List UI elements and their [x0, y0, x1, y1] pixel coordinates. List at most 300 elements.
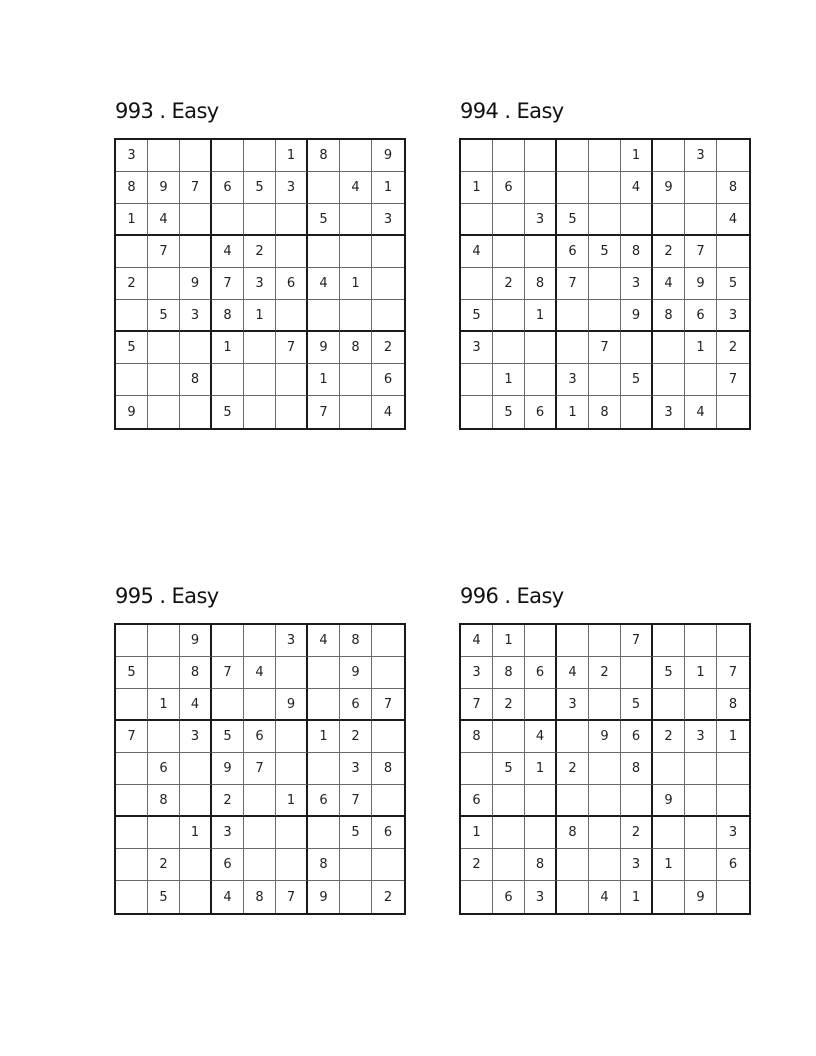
sudoku-cell — [685, 172, 717, 204]
sudoku-cell: 8 — [116, 172, 148, 204]
sudoku-cell: 1 — [116, 204, 148, 236]
sudoku-cell — [589, 300, 621, 332]
sudoku-cell — [148, 140, 180, 172]
sudoku-cell — [685, 849, 717, 881]
sudoku-cell: 5 — [340, 817, 372, 849]
sudoku-cell: 8 — [180, 657, 212, 689]
sudoku-cell: 2 — [653, 236, 685, 268]
sudoku-cell: 9 — [685, 268, 717, 300]
sudoku-cell: 3 — [372, 204, 404, 236]
sudoku-cell: 7 — [276, 332, 308, 364]
sudoku-cell: 2 — [653, 721, 685, 753]
sudoku-cell: 6 — [493, 881, 525, 913]
sudoku-cell: 3 — [461, 657, 493, 689]
sudoku-cell: 2 — [493, 268, 525, 300]
sudoku-cell: 1 — [308, 364, 340, 396]
sudoku-cell: 7 — [308, 396, 340, 428]
sudoku-cell: 4 — [717, 204, 749, 236]
sudoku-cell — [589, 204, 621, 236]
puzzle-995 — [114, 581, 408, 915]
sudoku-cell — [717, 396, 749, 428]
sudoku-cell: 5 — [717, 268, 749, 300]
sudoku-cell: 4 — [308, 268, 340, 300]
sudoku-cell — [621, 332, 653, 364]
sudoku-cell — [116, 849, 148, 881]
sudoku-cell — [244, 849, 276, 881]
sudoku-cell — [557, 881, 589, 913]
sudoku-cell: 8 — [621, 236, 653, 268]
sudoku-cell — [116, 753, 148, 785]
sudoku-cell — [525, 236, 557, 268]
sudoku-cell: 4 — [308, 625, 340, 657]
sudoku-cell: 8 — [340, 625, 372, 657]
sudoku-cell — [372, 268, 404, 300]
puzzle-996 — [459, 581, 753, 915]
sudoku-cell — [461, 881, 493, 913]
sudoku-cell: 2 — [244, 236, 276, 268]
sudoku-cell — [589, 689, 621, 721]
sudoku-cell: 7 — [557, 268, 589, 300]
sudoku-cell — [244, 204, 276, 236]
sudoku-cell: 1 — [308, 721, 340, 753]
sudoku-cell: 9 — [653, 785, 685, 817]
sudoku-cell: 8 — [589, 396, 621, 428]
sudoku-cell: 9 — [148, 172, 180, 204]
sudoku-cell: 7 — [461, 689, 493, 721]
sudoku-cell: 3 — [180, 300, 212, 332]
sudoku-cell — [557, 849, 589, 881]
sudoku-cell: 1 — [372, 172, 404, 204]
sudoku-cell — [180, 204, 212, 236]
sudoku-cell — [685, 785, 717, 817]
sudoku-cell: 3 — [653, 396, 685, 428]
sudoku-cell: 6 — [525, 657, 557, 689]
sudoku-cell: 3 — [557, 364, 589, 396]
sudoku-cell: 2 — [557, 753, 589, 785]
sudoku-grid — [459, 623, 751, 915]
sudoku-cell: 4 — [461, 236, 493, 268]
sudoku-cell — [685, 753, 717, 785]
sudoku-cell: 7 — [685, 236, 717, 268]
sudoku-cell — [308, 817, 340, 849]
sudoku-cell — [685, 817, 717, 849]
sudoku-cell — [276, 657, 308, 689]
sudoku-cell: 8 — [557, 817, 589, 849]
sudoku-cell — [340, 849, 372, 881]
sudoku-cell: 4 — [589, 881, 621, 913]
puzzle-title: 995 . Easy — [115, 584, 219, 608]
sudoku-cell — [461, 140, 493, 172]
sudoku-cell — [589, 817, 621, 849]
sudoku-cell — [244, 140, 276, 172]
sudoku-cell: 7 — [212, 268, 244, 300]
sudoku-cell: 7 — [276, 881, 308, 913]
sudoku-cell — [589, 364, 621, 396]
sudoku-cell: 6 — [212, 172, 244, 204]
sudoku-cell: 8 — [525, 268, 557, 300]
sudoku-cell: 1 — [717, 721, 749, 753]
sudoku-cell: 6 — [621, 721, 653, 753]
sudoku-cell — [589, 785, 621, 817]
sudoku-cell: 8 — [244, 881, 276, 913]
sudoku-cell — [621, 657, 653, 689]
sudoku-cell — [276, 204, 308, 236]
sudoku-grid — [114, 138, 406, 430]
sudoku-cell — [340, 300, 372, 332]
sudoku-cell — [717, 881, 749, 913]
sudoku-cell — [276, 364, 308, 396]
sudoku-cell — [212, 364, 244, 396]
sudoku-cell: 6 — [557, 236, 589, 268]
sudoku-cell — [461, 204, 493, 236]
sudoku-cell — [148, 332, 180, 364]
sudoku-cell — [653, 204, 685, 236]
sudoku-cell: 9 — [685, 881, 717, 913]
sudoku-cell: 2 — [148, 849, 180, 881]
sudoku-cell: 2 — [717, 332, 749, 364]
sudoku-cell — [116, 236, 148, 268]
sudoku-cell: 1 — [212, 332, 244, 364]
sudoku-cell — [116, 817, 148, 849]
sudoku-cell — [116, 364, 148, 396]
sudoku-cell: 8 — [308, 140, 340, 172]
sudoku-cell: 1 — [461, 817, 493, 849]
sudoku-cell — [276, 300, 308, 332]
sudoku-cell: 5 — [212, 396, 244, 428]
sudoku-cell: 4 — [340, 172, 372, 204]
sudoku-cell: 9 — [653, 172, 685, 204]
sudoku-cell — [525, 625, 557, 657]
puzzle-title: 996 . Easy — [460, 584, 564, 608]
sudoku-cell: 7 — [212, 657, 244, 689]
sudoku-cell: 5 — [212, 721, 244, 753]
sudoku-cell: 1 — [148, 689, 180, 721]
sudoku-cell: 5 — [493, 753, 525, 785]
sudoku-cell — [180, 236, 212, 268]
sudoku-cell: 1 — [180, 817, 212, 849]
sudoku-cell — [653, 364, 685, 396]
sudoku-cell — [557, 785, 589, 817]
sudoku-cell: 2 — [461, 849, 493, 881]
sudoku-cell — [493, 236, 525, 268]
sudoku-cell: 6 — [244, 721, 276, 753]
sudoku-cell — [717, 140, 749, 172]
sudoku-cell — [148, 657, 180, 689]
sudoku-cell: 6 — [525, 396, 557, 428]
sudoku-cell: 9 — [116, 396, 148, 428]
sudoku-cell — [525, 140, 557, 172]
sudoku-cell: 9 — [308, 881, 340, 913]
sudoku-cell — [372, 657, 404, 689]
sudoku-cell: 5 — [308, 204, 340, 236]
sudoku-cell: 2 — [383, 889, 393, 905]
sudoku-cell — [116, 689, 148, 721]
sudoku-cell — [461, 364, 493, 396]
sudoku-cell: 3 — [717, 817, 749, 849]
sudoku-cell: 4 — [212, 236, 244, 268]
sudoku-cell — [621, 396, 653, 428]
sudoku-cell: 4 — [525, 721, 557, 753]
sudoku-cell: 9 — [180, 268, 212, 300]
sudoku-cell: 1 — [621, 881, 653, 913]
sudoku-cell: 4 — [557, 657, 589, 689]
sudoku-cell: 9 — [212, 753, 244, 785]
sudoku-cell: 9 — [621, 300, 653, 332]
sudoku-grid — [459, 138, 751, 430]
sudoku-cell: 3 — [340, 753, 372, 785]
sudoku-cell — [685, 625, 717, 657]
sudoku-cell — [180, 881, 212, 913]
sudoku-cell: 1 — [685, 332, 717, 364]
sudoku-cell: 2 — [340, 721, 372, 753]
sudoku-cell: 3 — [621, 849, 653, 881]
sudoku-cell — [461, 753, 493, 785]
sudoku-cell: 5 — [116, 332, 148, 364]
sudoku-cell: 5 — [557, 204, 589, 236]
sudoku-cell: 1 — [276, 140, 308, 172]
sudoku-cell — [589, 268, 621, 300]
sudoku-cell — [653, 689, 685, 721]
sudoku-cell — [340, 881, 372, 913]
sudoku-cell — [372, 625, 404, 657]
sudoku-cell — [525, 689, 557, 721]
sudoku-cell: 2 — [493, 689, 525, 721]
sudoku-cell — [340, 236, 372, 268]
sudoku-cell — [340, 364, 372, 396]
sudoku-cell: 7 — [717, 364, 749, 396]
sudoku-cell — [148, 721, 180, 753]
sudoku-cell — [276, 396, 308, 428]
sudoku-cell: 7 — [180, 172, 212, 204]
sudoku-cell: 7 — [621, 625, 653, 657]
puzzle-993 — [114, 96, 408, 430]
sudoku-cell: 7 — [116, 721, 148, 753]
sudoku-cell: 6 — [717, 849, 749, 881]
sudoku-cell: 6 — [276, 268, 308, 300]
sudoku-cell — [717, 236, 749, 268]
sudoku-cell — [372, 236, 404, 268]
sudoku-cell — [244, 332, 276, 364]
sudoku-cell — [653, 817, 685, 849]
sudoku-cell: 8 — [148, 785, 180, 817]
sudoku-cell: 3 — [461, 332, 493, 364]
sudoku-cell: 5 — [621, 364, 653, 396]
sudoku-cell: 1 — [461, 172, 493, 204]
sudoku-cell: 2 — [372, 332, 404, 364]
sudoku-cell — [148, 396, 180, 428]
sudoku-cell — [557, 721, 589, 753]
sudoku-cell: 3 — [276, 172, 308, 204]
sudoku-cell: 4 — [383, 404, 393, 420]
sudoku-cell — [116, 881, 148, 913]
sudoku-cell — [244, 689, 276, 721]
sudoku-cell — [717, 625, 749, 657]
sudoku-cell: 5 — [621, 689, 653, 721]
sudoku-cell: 2 — [621, 817, 653, 849]
sudoku-cell — [340, 396, 372, 428]
sudoku-cell: 4 — [244, 657, 276, 689]
sudoku-cell: 4 — [212, 881, 244, 913]
sudoku-cell: 3 — [525, 881, 557, 913]
sudoku-cell — [717, 753, 749, 785]
sudoku-cell — [461, 268, 493, 300]
sudoku-cell: 6 — [308, 785, 340, 817]
sudoku-cell — [493, 300, 525, 332]
sudoku-cell: 9 — [589, 721, 621, 753]
sudoku-cell: 6 — [493, 172, 525, 204]
sudoku-cell — [116, 625, 148, 657]
sudoku-cell — [180, 140, 212, 172]
sudoku-cell — [653, 625, 685, 657]
sudoku-cell: 8 — [653, 300, 685, 332]
sudoku-cell — [308, 172, 340, 204]
sudoku-cell — [340, 204, 372, 236]
sudoku-cell: 5 — [116, 657, 148, 689]
sudoku-cell: 7 — [148, 236, 180, 268]
sudoku-cell — [653, 332, 685, 364]
sudoku-cell — [525, 785, 557, 817]
sudoku-cell: 8 — [212, 300, 244, 332]
sudoku-grid — [114, 623, 406, 915]
sudoku-cell: 5 — [493, 396, 525, 428]
sudoku-cell — [557, 332, 589, 364]
sudoku-cell: 3 — [212, 817, 244, 849]
sudoku-cell — [621, 204, 653, 236]
sudoku-cell: 4 — [621, 172, 653, 204]
sudoku-cell — [244, 364, 276, 396]
sudoku-cell: 3 — [557, 689, 589, 721]
sudoku-cell: 1 — [244, 300, 276, 332]
sudoku-cell — [148, 268, 180, 300]
sudoku-cell — [685, 204, 717, 236]
sudoku-cell: 3 — [717, 300, 749, 332]
sudoku-cell — [276, 753, 308, 785]
sudoku-cell: 8 — [717, 172, 749, 204]
sudoku-cell: 3 — [685, 721, 717, 753]
sudoku-cell: 6 — [148, 753, 180, 785]
sudoku-cell: 5 — [461, 300, 493, 332]
sudoku-cell: 5 — [589, 236, 621, 268]
sudoku-cell — [148, 364, 180, 396]
sudoku-cell — [589, 172, 621, 204]
sudoku-cell — [212, 204, 244, 236]
sudoku-cell — [493, 817, 525, 849]
sudoku-cell: 9 — [276, 689, 308, 721]
sudoku-cell: 7 — [372, 689, 404, 721]
sudoku-cell: 3 — [685, 140, 717, 172]
sudoku-cell: 3 — [180, 721, 212, 753]
sudoku-cell: 4 — [461, 625, 493, 657]
sudoku-cell: 3 — [276, 625, 308, 657]
sudoku-cell — [372, 849, 404, 881]
sudoku-cell: 1 — [525, 753, 557, 785]
sudoku-cell — [244, 396, 276, 428]
sudoku-cell — [308, 657, 340, 689]
sudoku-cell — [276, 849, 308, 881]
sudoku-cell — [308, 236, 340, 268]
sudoku-cell — [653, 753, 685, 785]
sudoku-cell: 8 — [621, 753, 653, 785]
sudoku-cell: 7 — [340, 785, 372, 817]
sudoku-cell: 6 — [685, 300, 717, 332]
sudoku-cell — [685, 364, 717, 396]
sudoku-cell: 8 — [493, 657, 525, 689]
sudoku-cell: 4 — [653, 268, 685, 300]
sudoku-cell — [308, 753, 340, 785]
sudoku-cell: 1 — [557, 396, 589, 428]
sudoku-cell — [557, 300, 589, 332]
sudoku-cell: 8 — [308, 849, 340, 881]
sudoku-cell: 6 — [212, 849, 244, 881]
sudoku-cell — [212, 625, 244, 657]
sudoku-cell — [589, 625, 621, 657]
sudoku-cell — [589, 753, 621, 785]
sudoku-cell — [180, 332, 212, 364]
sudoku-cell — [180, 785, 212, 817]
sudoku-cell: 2 — [589, 657, 621, 689]
sudoku-cell — [308, 300, 340, 332]
sudoku-cell — [685, 689, 717, 721]
sudoku-cell: 3 — [116, 140, 148, 172]
sudoku-cell: 5 — [148, 300, 180, 332]
sudoku-cell: 3 — [621, 268, 653, 300]
sudoku-cell — [372, 721, 404, 753]
sudoku-cell — [461, 396, 493, 428]
sudoku-cell — [372, 785, 404, 817]
sudoku-cell — [212, 140, 244, 172]
sudoku-cell — [244, 625, 276, 657]
sudoku-cell: 5 — [653, 657, 685, 689]
sudoku-cell: 1 — [493, 364, 525, 396]
sudoku-cell — [653, 881, 685, 913]
sudoku-cell — [244, 785, 276, 817]
sudoku-cell — [525, 817, 557, 849]
sudoku-cell — [493, 785, 525, 817]
sudoku-cell: 2 — [116, 268, 148, 300]
sudoku-cell: 1 — [621, 140, 653, 172]
sudoku-cell: 4 — [180, 689, 212, 721]
sudoku-cell — [653, 140, 685, 172]
sudoku-cell — [557, 172, 589, 204]
sudoku-cell — [493, 140, 525, 172]
sudoku-cell: 1 — [685, 657, 717, 689]
sudoku-cell — [276, 817, 308, 849]
sudoku-cell — [180, 753, 212, 785]
sudoku-cell: 5 — [244, 172, 276, 204]
sudoku-cell: 8 — [340, 332, 372, 364]
sudoku-cell: 8 — [180, 364, 212, 396]
sudoku-cell: 6 — [340, 689, 372, 721]
sudoku-cell — [493, 332, 525, 364]
sudoku-cell — [493, 721, 525, 753]
sudoku-cell: 1 — [493, 625, 525, 657]
sudoku-cell — [180, 849, 212, 881]
sudoku-cell — [557, 140, 589, 172]
sudoku-cell: 7 — [589, 332, 621, 364]
sudoku-cell: 9 — [308, 332, 340, 364]
sudoku-cell: 2 — [212, 785, 244, 817]
sudoku-cell: 3 — [525, 204, 557, 236]
sudoku-cell — [116, 300, 148, 332]
sudoku-cell — [244, 817, 276, 849]
sudoku-cell: 7 — [244, 753, 276, 785]
sudoku-cell: 6 — [372, 817, 404, 849]
sudoku-cell — [589, 140, 621, 172]
sudoku-cell — [557, 625, 589, 657]
puzzle-title: 993 . Easy — [115, 99, 219, 123]
sudoku-cell: 5 — [148, 881, 180, 913]
sudoku-cell — [148, 625, 180, 657]
